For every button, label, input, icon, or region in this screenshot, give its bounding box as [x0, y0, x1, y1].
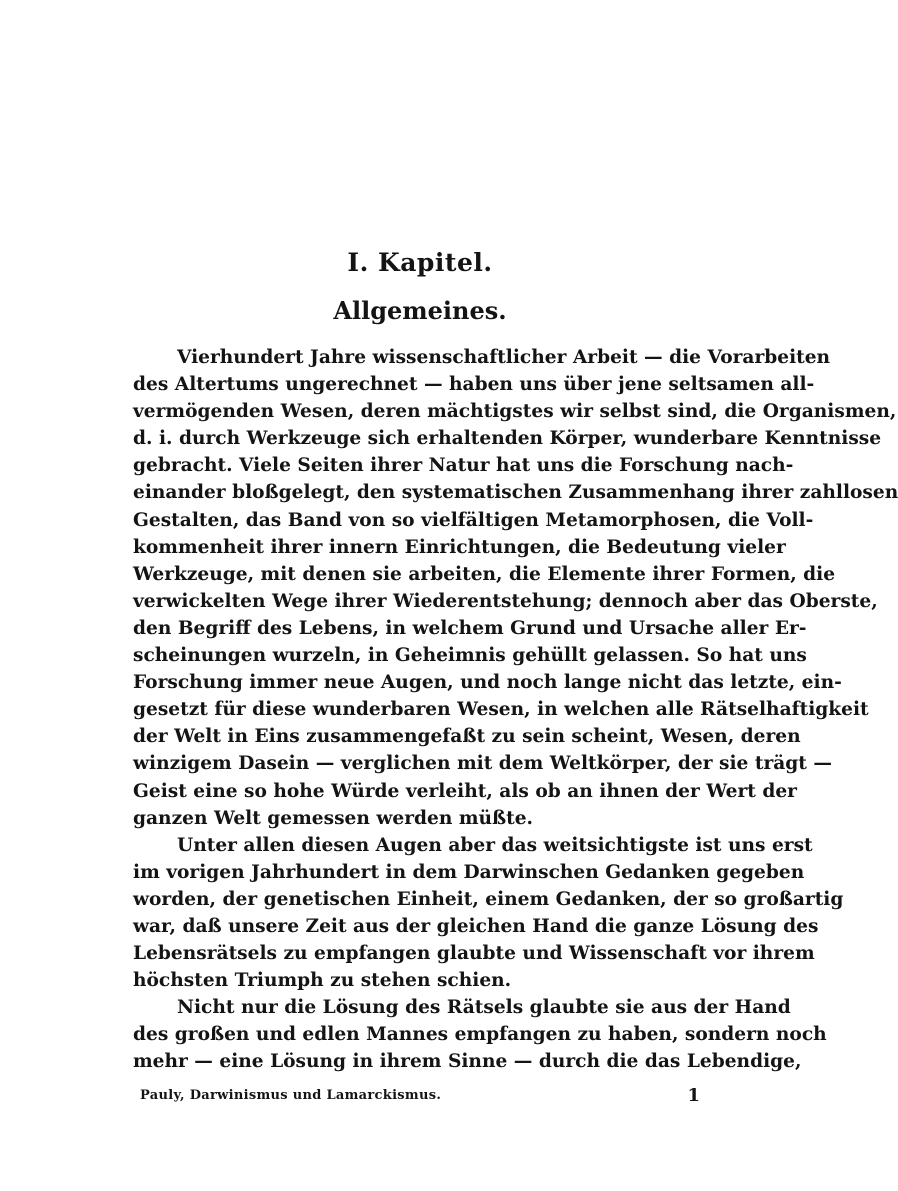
- text-line: des großen und edlen Mannes empfangen zu haben, sondern noch: [133, 1024, 827, 1046]
- paragraph-1: [133, 344, 898, 832]
- page-number: 1: [687, 1085, 700, 1106]
- text-line: ganzen Welt gemessen werden müßte.: [133, 807, 534, 829]
- text-line: im vorigen Jahrhundert in dem Darwinschen Gedanken gegeben: [133, 861, 805, 883]
- text-line: Lebensrätsels zu empfangen glaubte und Wissenschaft vor ihrem: [133, 943, 815, 965]
- text-line: des Altertums ungerechnet — haben uns über jene seltsamen all-: [133, 374, 815, 396]
- text-line: kommenheit ihrer innern Einrichtungen, die Bedeutung vieler: [133, 536, 786, 558]
- text-line: war, daß unsere Zeit aus der gleichen Hand die ganze Lösung des: [133, 915, 819, 937]
- text-line: höchsten Triumph zu stehen schien.: [133, 970, 512, 992]
- text-line: verwickelten Wege ihrer Wiederentstehung; dennoch aber das Oberste,: [133, 590, 878, 612]
- text-line: Vierhundert Jahre wissenschaftlicher Arbeit — die Vorarbeiten: [177, 347, 831, 368]
- text-line: worden, der genetischen Einheit, einem Gedanken, der so großartig: [133, 888, 844, 910]
- text-line: gesetzt für diese wunderbaren Wesen, in welchen alle Rätselhaftigkeit: [133, 699, 869, 721]
- text-line: Forschung immer neue Augen, und noch lange nicht das letzte, ein-: [133, 672, 842, 694]
- text-line: Gestalten, das Band von so vielfältigen Metamorphosen, die Voll-: [133, 509, 814, 531]
- text-line: mehr — eine Lösung in ihrem Sinne — durch die das Lebendige,: [133, 1051, 802, 1073]
- text-line: Werkzeuge, mit denen sie arbeiten, die Elemente ihrer Formen, die: [133, 563, 836, 585]
- text-line: d. i. durch Werkzeuge sich erhaltenden Körper, wunderbare Kenntnisse: [133, 428, 882, 450]
- section-title: Allgemeines.: [333, 296, 507, 325]
- text-line: vermögenden Wesen, deren mächtigstes wir selbst sind, die Organismen,: [133, 401, 897, 423]
- paragraph-2: [133, 832, 844, 995]
- text-line: der Welt in Eins zusammengefaßt zu sein scheint, Wesen, deren: [133, 726, 801, 748]
- text-line: scheinungen wurzeln, in Geheimnis gehüllt gelassen. So hat uns: [133, 645, 807, 667]
- page-footer: [140, 1085, 700, 1112]
- paragraph-3: [133, 994, 827, 1075]
- body-text: [133, 344, 898, 1076]
- chapter-title: I. Kapitel.: [347, 248, 493, 277]
- text-line: Nicht nur die Lösung des Rätsels glaubte sie aus der Hand: [177, 997, 791, 1019]
- footer-signature: Pauly, Darwinismus und Lamarckismus.: [140, 1088, 442, 1103]
- text-line: Geist eine so hohe Würde verleiht, als ob an ihnen der Wert der: [133, 780, 797, 802]
- text-line: einander bloßgelegt, den systematischen Zusammenhang ihrer zahllosen: [133, 482, 898, 504]
- text-line: Unter allen diesen Augen aber das weitsichtigste ist uns erst: [177, 834, 813, 856]
- text-line: den Begriff des Lebens, in welchem Grund und Ursache aller Er-: [133, 617, 807, 639]
- text-line: gebracht. Viele Seiten ihrer Natur hat uns die Forschung nach-: [133, 455, 794, 477]
- text-line: winzigem Dasein — verglichen mit dem Weltkörper, der sie trägt —: [133, 753, 832, 775]
